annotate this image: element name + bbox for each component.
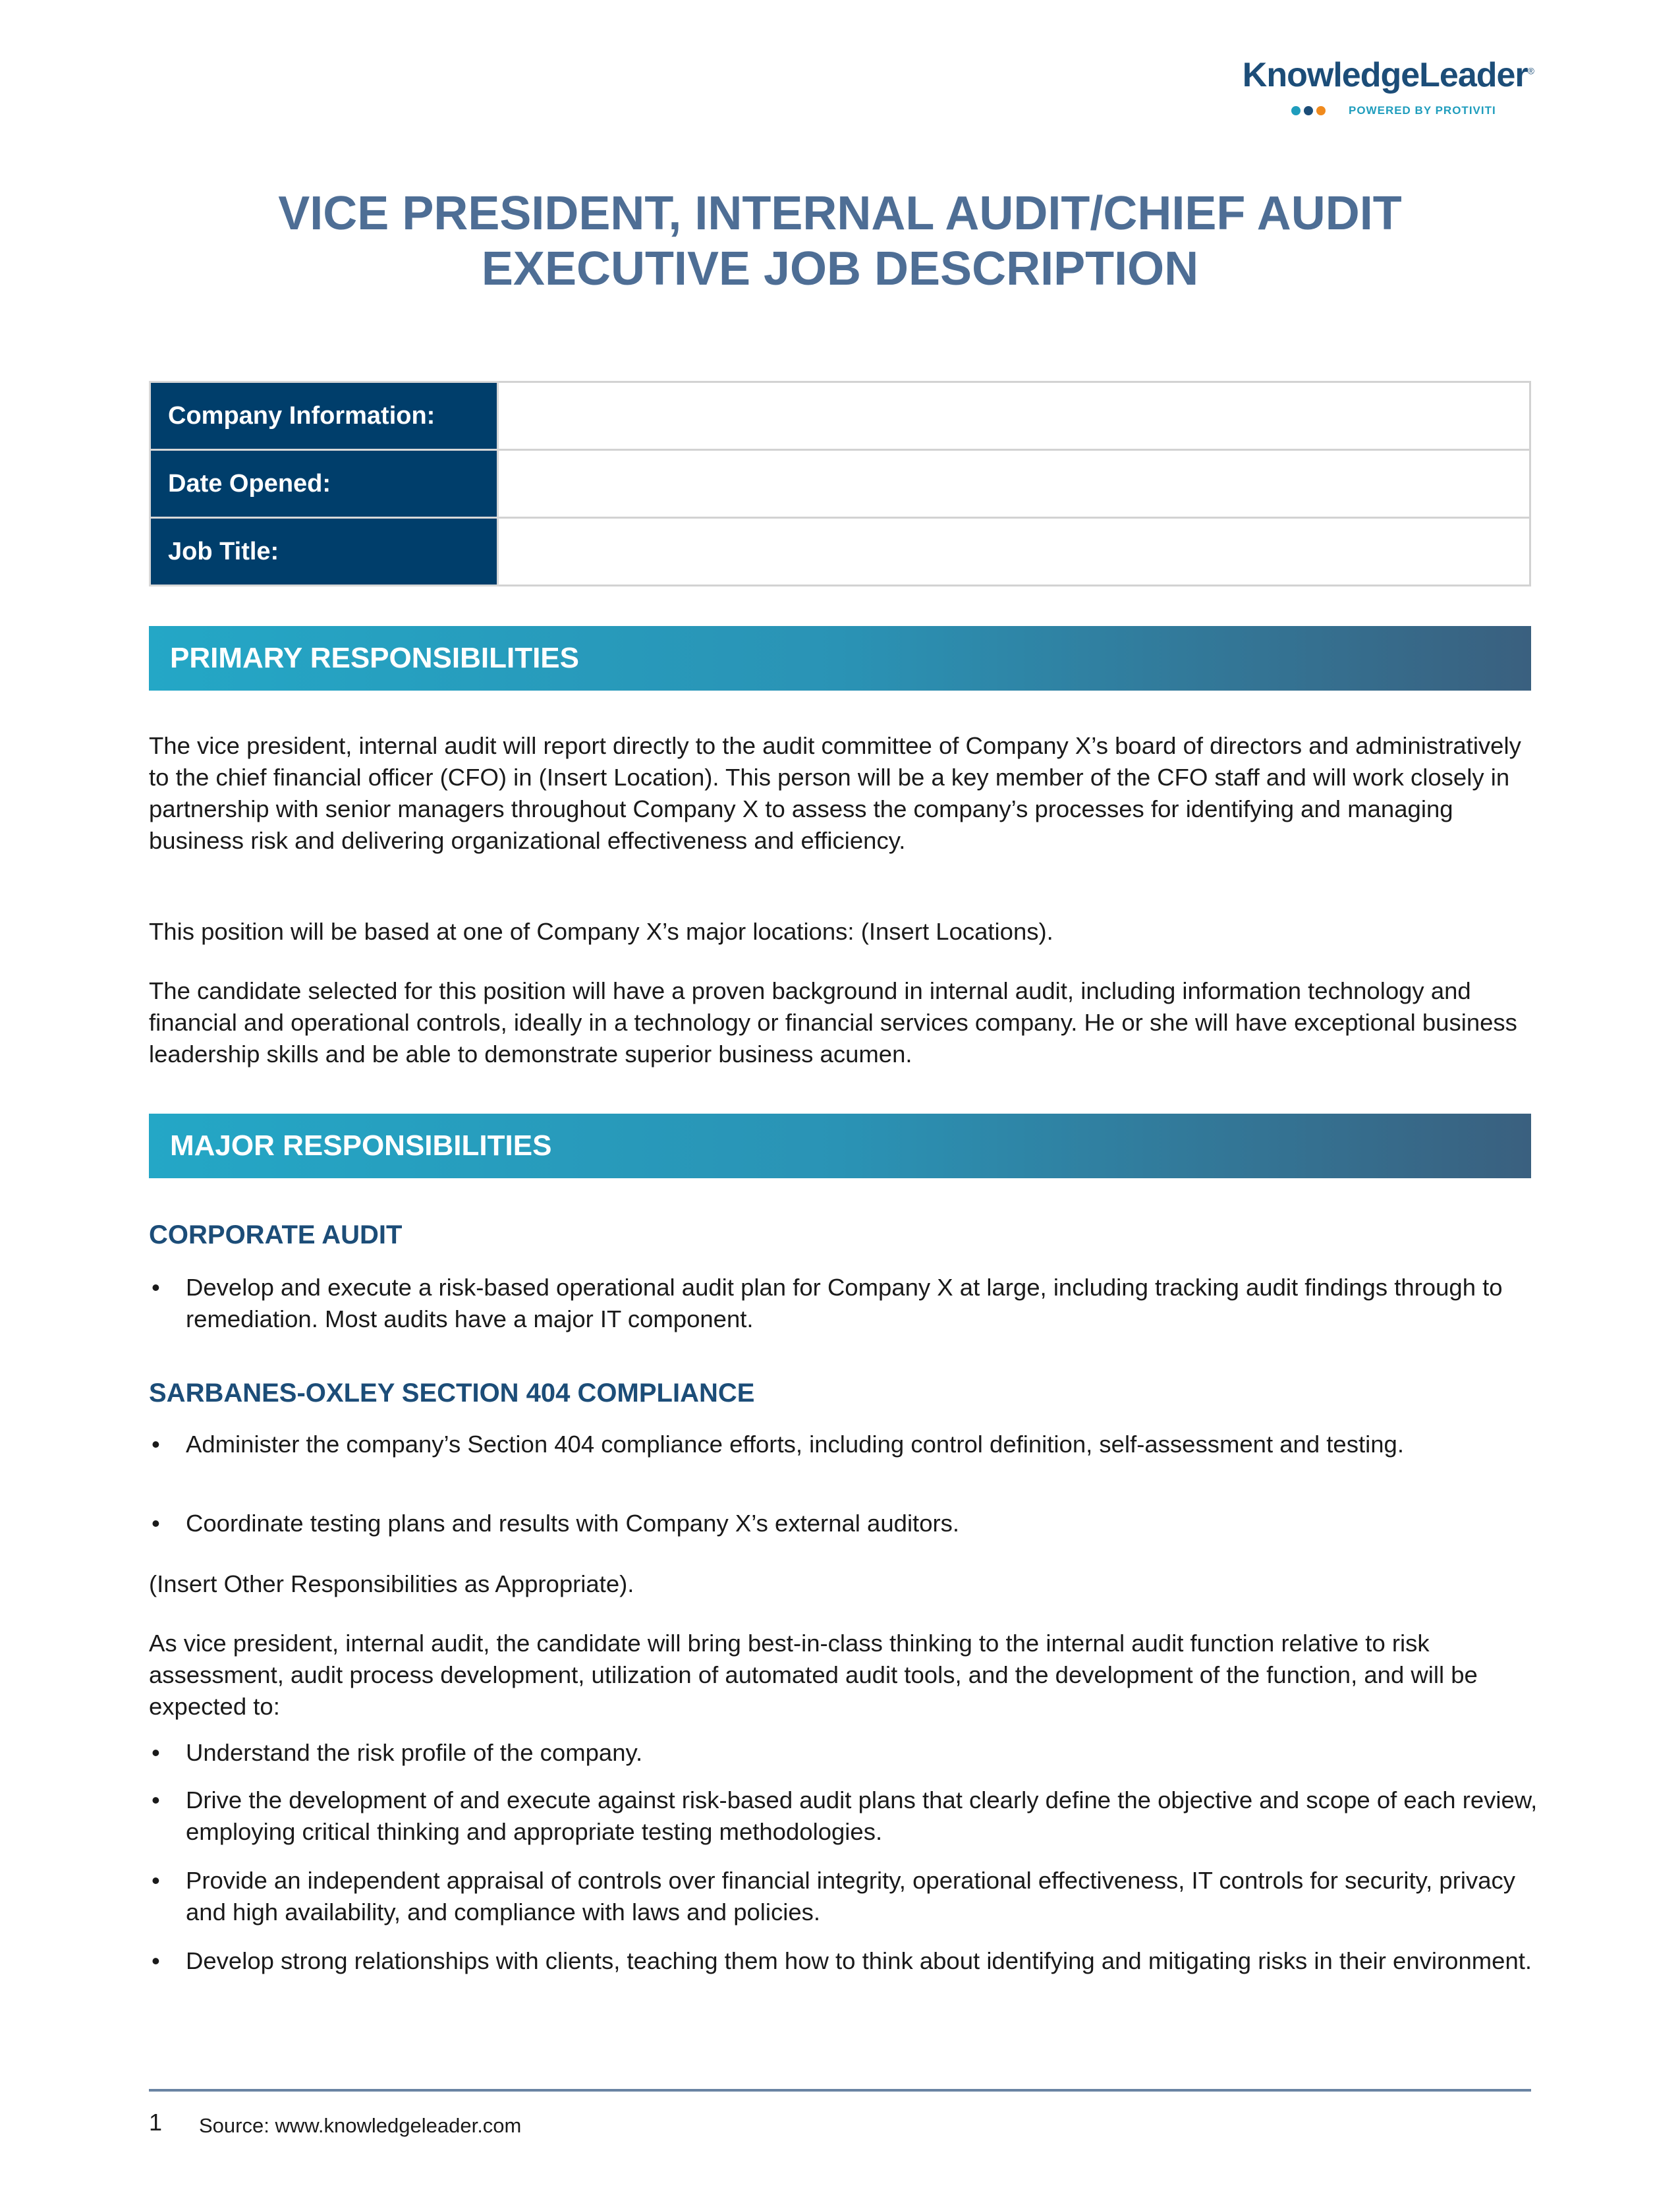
logo-tagline-row bbox=[1291, 104, 1534, 117]
title-line-2: EXECUTIVE JOB DESCRIPTION bbox=[481, 243, 1199, 295]
list-item: • Develop and execute a risk-based operational audit plan for Company X at large, including tracking audit findings through to remediation. Most audits have a major IT component. bbox=[149, 1272, 1539, 1335]
bullet-icon: • bbox=[152, 1867, 160, 1894]
table-row bbox=[150, 450, 1530, 518]
job-title-value[interactable] bbox=[498, 518, 1530, 586]
list-item: • Provide an independent appraisal of controls over financial integrity, operational effectiveness, IT controls for security, privacy and high availability, and compliance with laws and policies. bbox=[149, 1865, 1539, 1928]
knowledgeleader-logo bbox=[1204, 55, 1534, 117]
primary-responsibilities-heading: PRIMARY RESPONSIBILITIES bbox=[149, 626, 1531, 691]
list-item: • Coordinate testing plans and results with Company X’s external auditors. bbox=[149, 1508, 1539, 1539]
logo-wordmark: KnowledgeLeader® bbox=[1242, 56, 1534, 94]
table-row bbox=[150, 382, 1530, 450]
document-title bbox=[149, 186, 1531, 297]
date-opened-value[interactable] bbox=[498, 450, 1530, 518]
title-line-1: VICE PRESIDENT, INTERNAL AUDIT/CHIEF AUDIT bbox=[278, 187, 1402, 240]
page-number: 1 bbox=[149, 2109, 163, 2136]
source-link[interactable]: Source: www.knowledgeleader.com bbox=[199, 2114, 522, 2137]
list-item: • Drive the development of and execute against risk-based audit plans that clearly define the objective and scope of each review, employing critical thinking and appropriate testing methodologies. bbox=[149, 1784, 1539, 1848]
primary-paragraph-3: The candidate selected for this position will have a proven background in internal audit, including information technology and financial and operational controls, ideally in a technology or financial services company. He or she will have exceptional business leadership skills and be able to demonstrate superior business acumen. bbox=[149, 977, 1517, 1068]
sox-compliance-heading: SARBANES-OXLEY SECTION 404 COMPLIANCE bbox=[149, 1379, 755, 1408]
footer-divider bbox=[149, 2089, 1531, 2092]
bullet-icon: • bbox=[152, 1274, 160, 1301]
bullet-icon: • bbox=[152, 1786, 160, 1813]
major-responsibilities-heading: MAJOR RESPONSIBILITIES bbox=[149, 1114, 1531, 1178]
logo-dot-icon bbox=[1291, 106, 1301, 115]
other-responsibilities-note: (Insert Other Responsibilities as Appropriate). bbox=[149, 1570, 634, 1597]
logo-dot-icon bbox=[1304, 106, 1313, 115]
bullet-icon: • bbox=[152, 1510, 160, 1537]
primary-paragraph-2: This position will be based at one of Company X’s major locations: (Insert Locations). bbox=[149, 918, 1053, 945]
bullet-icon: • bbox=[152, 1431, 160, 1458]
job-title-label: Job Title: bbox=[150, 518, 498, 586]
company-information-value[interactable] bbox=[498, 382, 1530, 450]
logo-tagline: POWERED BY PROTIVITI bbox=[1349, 104, 1496, 117]
list-item: • Administer the company’s Section 404 compliance efforts, including control definition, self-assessment and testing. bbox=[149, 1429, 1539, 1460]
bullet-icon: • bbox=[152, 1947, 160, 1974]
table-row bbox=[150, 518, 1530, 586]
primary-paragraph-1: The vice president, internal audit will report directly to the audit committee of Company X’s board of directors and administratively to the chief financial officer (CFO) in (Insert Location). This person will be a key member of the CFO staff and will work closely in partnership with senior managers throughout Company X to assess the company’s processes for identifying and managing business risk and delivering organizational effectiveness and efficiency. bbox=[149, 732, 1521, 854]
logo-dot-icon bbox=[1316, 106, 1326, 115]
bullet-icon: • bbox=[152, 1739, 160, 1766]
date-opened-label: Date Opened: bbox=[150, 450, 498, 518]
company-info-table bbox=[149, 381, 1531, 586]
list-item: • Develop strong relationships with clients, teaching them how to think about identifying and mitigating risks in their environment. bbox=[149, 1945, 1539, 1977]
list-item: • Understand the risk profile of the company. bbox=[149, 1737, 1539, 1769]
company-information-label: Company Information: bbox=[150, 382, 498, 450]
corporate-audit-heading: CORPORATE AUDIT bbox=[149, 1220, 403, 1249]
vp-intro-paragraph: As vice president, internal audit, the candidate will bring best-in-class thinking to the internal audit function relative to risk assessment, audit process development, utilization of automated audit tools, and the development of the function, and will be expected to: bbox=[149, 1630, 1478, 1720]
